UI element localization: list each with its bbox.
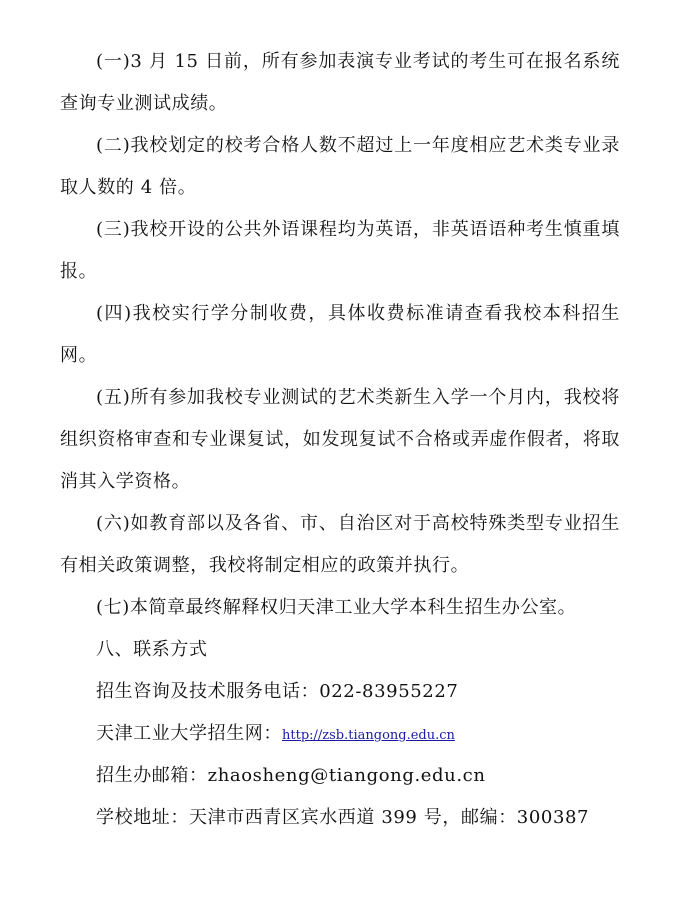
address-value: 天津市西青区宾水西道 399 号，邮编：300387 xyxy=(189,807,590,828)
address-label: 学校地址： xyxy=(96,807,189,828)
item-1-paragraph: (一)3 月 15 日前，所有参加表演专业考试的考生可在报名系统查询专业测试成绩。 xyxy=(60,51,620,114)
contact-email-row xyxy=(96,755,486,797)
item-5-paragraph: (五)所有参加我校专业测试的艺术类新生入学一个月内，我校将组织资格审查和专业课复试，如发现复试不合格或弄虚作假者，将取消其入学资格。 xyxy=(60,387,620,492)
item-2-paragraph: (二)我校划定的校考合格人数不超过上一年度相应艺术类专业录取人数的 4 倍。 xyxy=(60,135,620,198)
item-7-paragraph: (七)本简章最终解释权归天津工业大学本科生招生办公室。 xyxy=(96,597,577,618)
phone-label: 招生咨询及技术服务电话： xyxy=(96,681,320,702)
website-label: 天津工业大学招生网： xyxy=(96,723,282,744)
item-4-paragraph: (四)我校实行学分制收费，具体收费标准请查看我校本科招生网。 xyxy=(60,303,620,366)
phone-value: 022-83955227 xyxy=(319,681,459,702)
contact-phone-row xyxy=(96,671,458,713)
email-value: zhaosheng@tiangong.edu.cn xyxy=(207,765,486,786)
contact-address-row xyxy=(96,797,589,839)
item-3-paragraph: (三)我校开设的公共外语课程均为英语，非英语语种考生慎重填报。 xyxy=(60,219,620,282)
contact-heading: 八、联系方式 xyxy=(96,639,208,660)
email-label: 招生办邮箱： xyxy=(96,765,208,786)
contact-website-row xyxy=(96,713,455,757)
website-link[interactable]: http://zsb.tiangong.edu.cn xyxy=(282,728,455,743)
item-6-paragraph: (六)如教育部以及各省、市、自治区对于高校特殊类型专业招生有相关政策调整，我校将制定相应的政策并执行。 xyxy=(60,513,620,576)
